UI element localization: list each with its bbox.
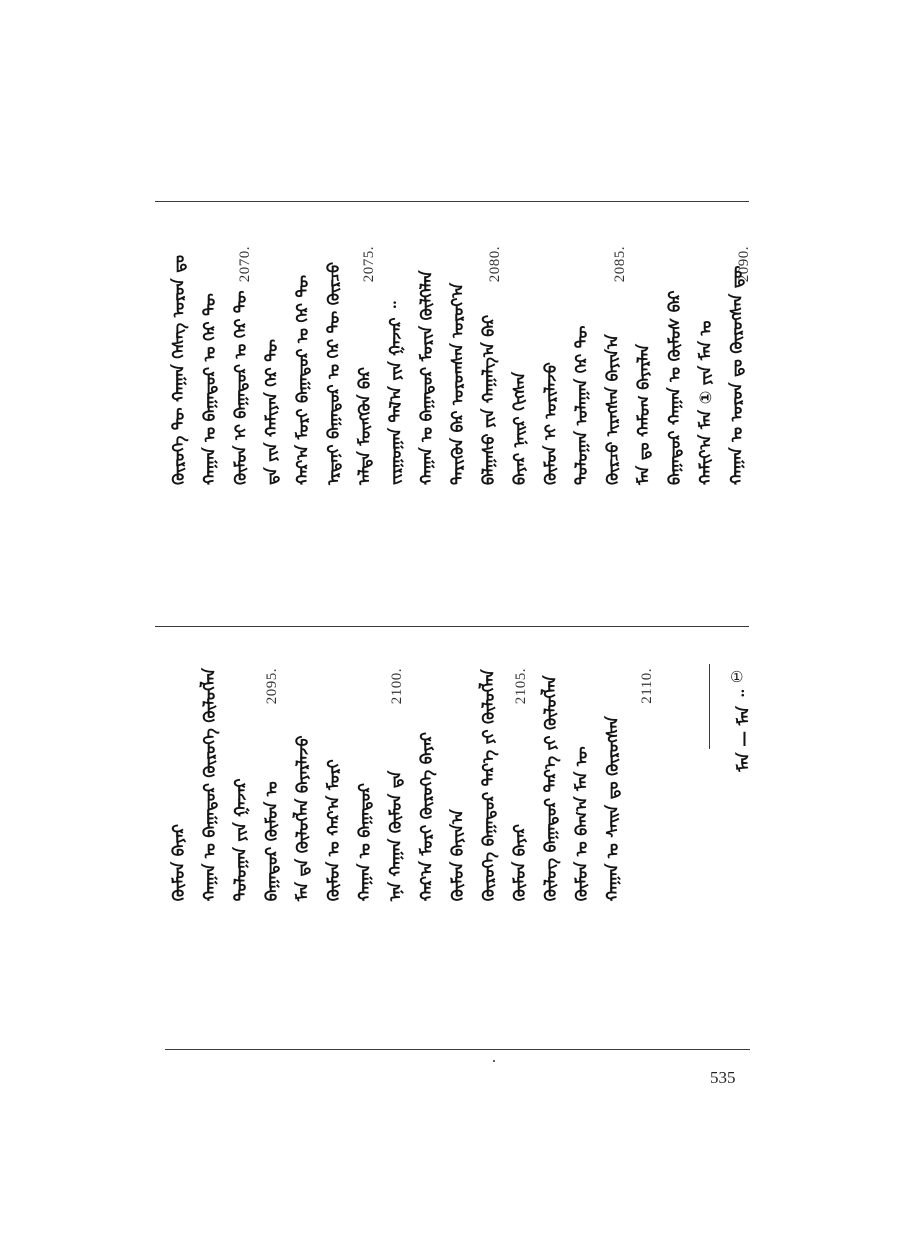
text-line: ᠬᠦᠮᠦᠨ ᠢ ᠤᠷᠢᠯᠠᠵᠤ xyxy=(541,362,560,486)
line-number: 2105. xyxy=(513,668,529,705)
line-number: 2100. xyxy=(389,668,405,705)
line-number: 2090. xyxy=(736,246,752,283)
footnote-rule xyxy=(709,664,710,749)
poem-section-top xyxy=(163,255,752,485)
text-line: ᠬᠠᠭᠠᠨ ᠤ ᠰᠠᠢᠨ ᠳᠤ ᠬᠦᠷᠦᠭᠰᠡᠨ xyxy=(603,716,622,902)
text-line: ᠮᠠᠨ ᠳᠤ ᠬᠠᠮᠤᠭ ᠪᠠᠶᠠᠷᠯᠠᠨ xyxy=(634,343,653,486)
text-line: ᠬᠠᠭᠠᠨ ᠤ ᠤᠷᠤᠨ ᠳᠤ ᠬᠦᠷᠦᠭᠰᠡᠨ ᠳᠦ xyxy=(727,265,746,486)
text-line: ᠬᠠᠷ᠎ᠠ ᠮᠣᠷᠢ ᠪᠠᠭᠠᠲᠤᠷ ᠤ ᠭᠡᠷ ᠲᠦ xyxy=(293,274,312,486)
text-line: ᠡᠷᠳᠡᠨᠢ ᠪᠠᠭᠠᠲᠤᠷ ᠤ ᠭᠡᠷ ᠲᠦ ᠬᠦᠷᠴᠦ xyxy=(324,261,343,486)
text-line: ᠬᠠᠭᠠᠨ ᠤ ᠪᠠᠭᠠᠲᠤᠷ ᠬᠦᠷᠦᠭᠡ ᠬᠦᠯᠦᠭᠯᠡᠨ xyxy=(200,668,219,902)
text-line: ᠪᠠᠶᠠᠷ ᠨᠠᠢᠷ ᠬᠢᠭᠰᠡᠨ xyxy=(510,371,529,486)
text-line: ᠬᠠᠷ᠎ᠠ ᠮᠣᠷᠢ ᠬᠦᠷᠦᠭᠡ ᠪᠠᠶᠠᠷ xyxy=(417,732,436,902)
text-line: ᠬᠦᠮᠦᠨ ᠤ ᠪᠠᠭ᠎ᠠ ᠮᠠᠨ ᠦ xyxy=(572,746,591,902)
line-number: 2070. xyxy=(237,246,253,283)
text-line: ᠵᠢᠷᠭᠤᠭᠠᠨ ᠲᠠᠯ᠎ᠠ ᠶᠢᠨ ᠭᠠᠵᠠᠷ ᠃ xyxy=(386,301,405,486)
top-rule xyxy=(155,201,749,202)
text-line: ᠲᠡᠷᠢᠭᠦᠨ ᠪᠠᠷ ᠣᠷᠤᠭᠰᠠᠨ ᠣᠷᠤᠶ᠎ᠠ xyxy=(448,282,467,486)
text-line: ᠬᠦᠮᠦᠨ ᠪᠠᠶᠢᠨ᠎ᠠ xyxy=(448,809,467,902)
bottom-rule xyxy=(165,1049,750,1050)
text-line: ᠬᠠᠭᠠᠨ ᠤ ᠪᠠᠭᠠᠲᠤᠷ ᠤ ᠭᠡᠷ ᠲᠦ xyxy=(200,293,219,486)
text-line: ᠬᠦᠷᠦᠭᠡ ᠪᠠᠭᠠᠲᠤᠷ ᠲᠡᠷ᠎ᠡ ᠶᠢ ᠬᠦᠯᠦᠭᠯᠡᠨ xyxy=(479,669,498,902)
text-line: ᠬᠦᠮᠦᠨ ᠤ ᠬᠠᠷ᠎ᠠ ᠮᠣᠷᠢ xyxy=(324,759,343,902)
line-number: 2075. xyxy=(361,246,377,283)
middle-rule xyxy=(155,626,749,627)
text-line: ᠬᠦᠮᠦᠨ ᠪᠠᠶᠠᠷ xyxy=(169,824,188,902)
text-line: ᠳᠤᠯᠤᠭᠠᠨ ᠶᠢᠨ ᠭᠠᠵᠠᠷ xyxy=(231,778,250,902)
text-line: ᠬᠦᠷᠴᠦ ᠢᠷᠡᠭᠰᠡᠨ ᠪᠠᠶᠢᠨ᠎ᠠ xyxy=(603,334,622,486)
text-line: ᠬᠦᠯᠦᠭ ᠪᠠᠭᠠᠲᠤᠷ ᠲᠡᠷ᠎ᠡ ᠶᠢ ᠬᠦᠯᠦᠭᠯᠡᠨ xyxy=(541,675,560,902)
text-line: ᠬᠦᠮᠦᠨ ᠢ ᠪᠠᠭᠠᠲᠤᠷ ᠤ ᠭᠡᠷ ᠲᠦ xyxy=(231,290,250,486)
footnote-text: ᠮᠠᠨ — ᠮᠠᠨ ᠃ xyxy=(734,690,753,772)
line-number: 2110. xyxy=(639,668,655,704)
text-line: ᠡᠨᠡ ᠬᠠᠭᠠᠨ ᠬᠦᠮᠦᠨ ᠳᠡ xyxy=(386,770,405,902)
footnote-marker: ① xyxy=(730,668,744,686)
text-line: ᠳᠠ ᠶᠢᠨ ᠬᠠᠮᠢᠶᠠᠨ ᠭᠡᠷ ᠲᠦ xyxy=(262,339,281,486)
text-line: ᠮᠠᠨ ᠳᠡ ᠬᠦᠯᠦᠭᠯᠡᠨ ᠪᠠᠶᠠᠷᠯᠠᠵᠤ xyxy=(293,735,312,902)
text-line: ᠳᠤᠯᠤᠭᠠᠨ ᠤᠯᠠᠭᠠᠨ ᠭᠡᠷ ᠲᠦ xyxy=(572,325,591,486)
text-line: ᠪᠠᠭᠠᠲᠤᠷ ᠬᠦᠮᠦᠨ ᠤ xyxy=(262,781,281,902)
text-line: ᠬᠦᠷᠦᠭᠡ ᠲᠦ ᠬᠠᠭᠠᠨ ᠬᠡᠰᠡᠭ ᠤᠷᠤᠨ ᠳᠤ xyxy=(169,255,188,486)
text-line: ᠪᠠᠭᠠᠲᠤᠷ ᠬᠠᠭᠠᠨ ᠤ ᠬᠦᠮᠦᠰ ᠪᠠᠷ xyxy=(665,290,684,486)
text-line: ᠬᠠᠭᠠᠨ ᠤ ᠪᠠᠭᠠᠲᠤᠷ xyxy=(355,783,374,902)
text-line: ᠪᠠᠯᠭᠠᠰᠤ ᠶᠢᠨ ᠬᠠᠭᠠᠯᠭ᠎ᠠ ᠪᠠᠷ xyxy=(479,314,498,486)
text-line: ᠬᠦᠮᠦᠨ ᠪᠠᠶᠠᠷ xyxy=(510,824,529,902)
text-line: ᠬᠠᠭᠠᠨ ᠤ ᠪᠠᠭᠠᠲᠤᠷ ᠮᠣᠷᠢᠨ ᠬᠦᠯᠭᠡᠯᠡᠨ xyxy=(417,270,436,486)
line-number: 2095. xyxy=(264,668,280,705)
line-number: 2080. xyxy=(487,246,503,283)
scan-speck xyxy=(493,1060,495,1062)
text-line: ᠬᠠᠮᠢᠶ᠎ᠠ ᠮᠠᠨ ① ᠶᠢᠨ ᠮᠠᠨ ᠤ xyxy=(696,320,715,486)
poem-section-bottom xyxy=(163,668,628,901)
page-number: 535 xyxy=(710,1068,736,1087)
line-number: 2085. xyxy=(612,246,628,283)
text-line: ᠠᠯᠲᠠ ᠮᠥᠩᠭᠦᠨ ᠪᠠᠷ xyxy=(355,367,374,486)
